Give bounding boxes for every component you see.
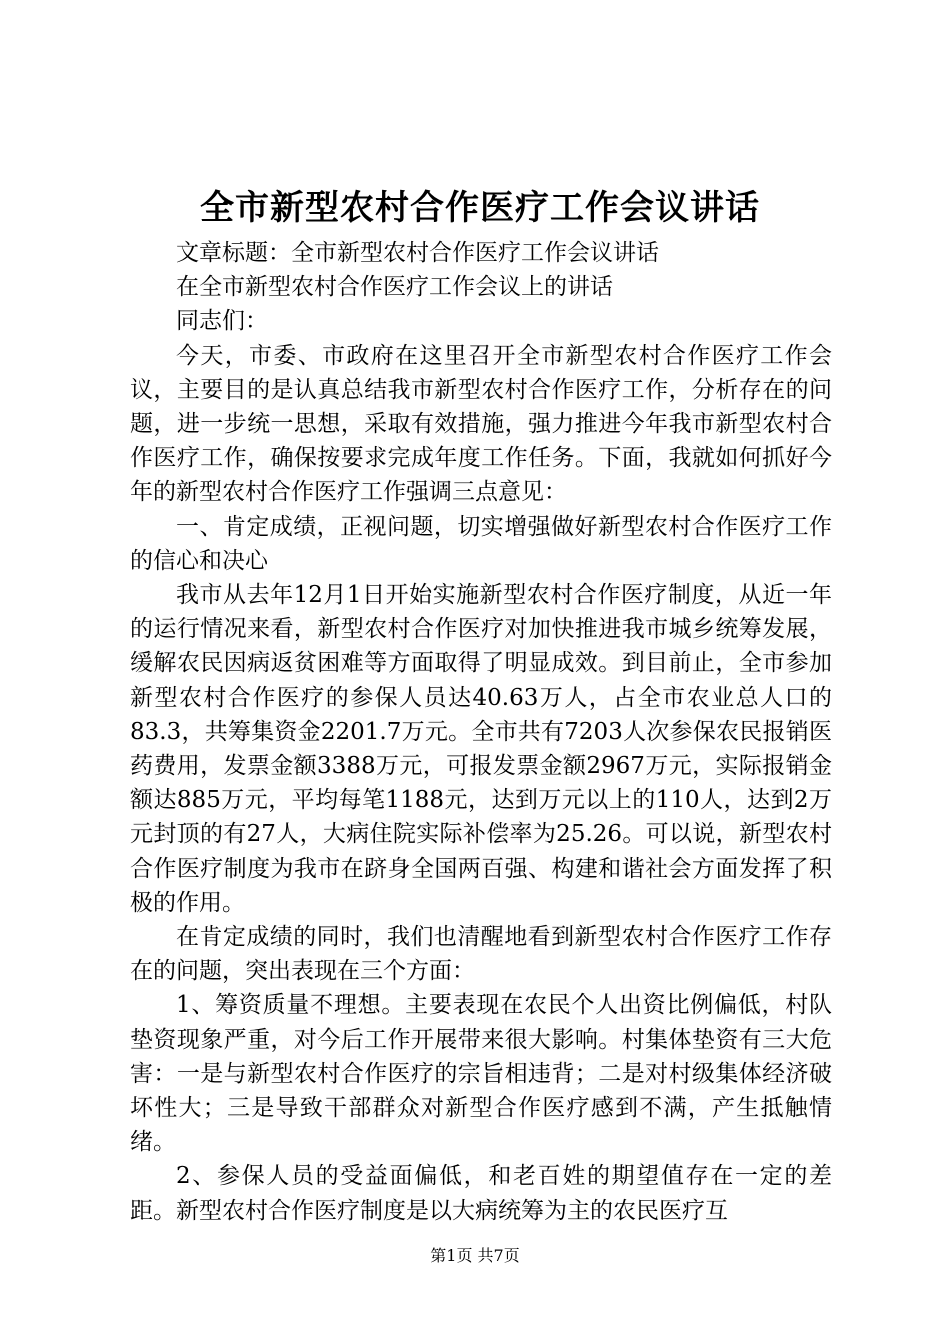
body-paragraph: 2、参保人员的受益面偏低，和老百姓的期望值存在一定的差距。新型农村合作医疗制度是以大病统筹为主的农民医疗互 — [130, 1163, 832, 1224]
section-heading: 一、肯定成绩，正视问题，切实增强做好新型农村合作医疗工作的信心和决心 — [130, 513, 832, 574]
body-paragraph: 今天，市委、市政府在这里召开全市新型农村合作医疗工作会议，主要目的是认真总结我市新型农村合作医疗工作，分析存在的问题，进一步统一思想，采取有效措施，强力推进今年我市新型农村合作医疗工作，确保按要求完成年度工作任务。下面，我就如何抓好今年的新型农村合作医疗工作强调三点意见： — [130, 342, 832, 506]
article-title-line: 文章标题：全市新型农村合作医疗工作会议讲话 — [176, 240, 659, 266]
body-paragraph: 在肯定成绩的同时，我们也清醒地看到新型农村合作医疗工作存在的问题，突出表现在三个方面： — [130, 924, 832, 985]
salutation: 同志们： — [176, 308, 268, 335]
document-title: 全市新型农村合作医疗工作会议讲话 — [200, 188, 760, 228]
page-number-footer: 第1页 共7页 — [430, 1246, 520, 1265]
document-body — [130, 236, 832, 1228]
body-paragraph: 我市从去年12月1日开始实施新型农村合作医疗制度，从近一年的运行情况来看，新型农村合作医疗对加快推进我市城乡统筹发展，缓解农民因病返贫困难等方面取得了明显成效。到目前止，全市参加新型农村合作医疗的参保人员达40.63万人，占全市农业总人口的83.3，共筹集资金2201.7万元。全市共有7203人次参保农民报销医药费用，发票金额3388万元，可报发票金额2967万元，实际报销金额达885万元，平均每笔1188元，达到万元以上的110人，达到2万元封顶的有27人，大病住院实际补偿率为25.26。可以说，新型农村合作医疗制度为我市在跻身全国两百强、构建和谐社会方面发挥了积极的作用。 — [130, 582, 832, 916]
body-paragraph: 1、筹资质量不理想。主要表现在农民个人出资比例偏低，村队垫资现象严重，对今后工作开展带来很大影响。村集体垫资有三大危害：一是与新型农村合作医疗的宗旨相违背；二是对村级集体经济破坏性大；三是导致干部群众对新型合作医疗感到不满，产生抵触情绪。 — [130, 992, 832, 1156]
speech-subtitle: 在全市新型农村合作医疗工作会议上的讲话 — [176, 274, 613, 301]
